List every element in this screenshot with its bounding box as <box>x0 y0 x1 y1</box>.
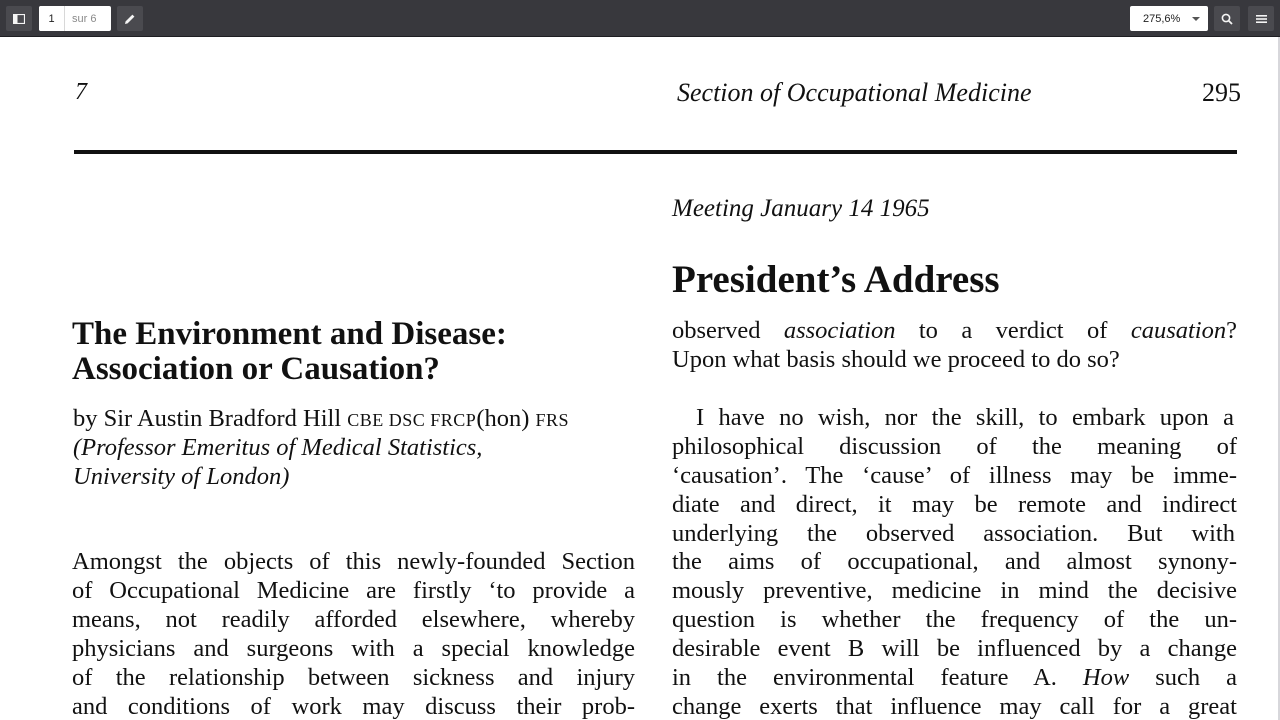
body-text-line: of Occupational Medicine are firstly ‘to provide a <box>72 577 635 604</box>
body-text-line: and conditions of work may discuss their prob- <box>72 693 635 720</box>
body-text-line: Amongst the objects of this newly-founded Section <box>72 548 635 575</box>
header-page-number: 295 <box>1202 78 1241 107</box>
author-affiliation-line: University of London) <box>73 463 290 490</box>
pdf-toolbar <box>0 0 1280 37</box>
body-text-line: underlying the observed association. But with <box>672 520 1235 547</box>
chevron-down-icon <box>1192 17 1200 21</box>
article-title-line: Association or Causation? <box>72 351 440 387</box>
body-text-line: the aims of occupational, and almost synony- <box>672 548 1237 575</box>
article-title-line: The Environment and Disease: <box>72 316 507 352</box>
author-name: by Sir Austin Bradford Hill <box>73 405 348 432</box>
page-total-label: sur 6 <box>72 12 97 25</box>
body-text-line: desirable event B will be influenced by a change <box>672 635 1237 662</box>
meeting-date: Meeting January 14 1965 <box>672 195 930 222</box>
body-text-line: philosophical discussion of the meaning of <box>672 433 1237 460</box>
body-text-line: mously preventive, medicine in mind the decisive <box>672 577 1237 604</box>
header-section-title: Section of Occupational Medicine <box>677 78 1032 107</box>
author-byline <box>73 404 569 435</box>
body-text-line: means, not readily afforded elsewhere, whereby <box>72 606 635 633</box>
author-hon: (hon) <box>476 405 536 432</box>
body-text-line: ‘causation’. The ‘cause’ of illness may be imme- <box>672 462 1237 489</box>
annotate-button[interactable] <box>117 6 143 31</box>
menu-button[interactable] <box>1248 6 1274 31</box>
author-degrees-frs: FRS <box>535 410 570 430</box>
body-text-line: of the relationship between sickness and injury <box>72 664 635 691</box>
author-degrees: CBE DSC FRCP <box>347 410 477 430</box>
header-rule <box>74 150 1237 154</box>
sidebar-icon <box>13 14 25 24</box>
body-text-line: change exerts that influence may call for a great <box>672 693 1237 720</box>
page-navigator <box>39 6 111 31</box>
president-address-heading: President’s Address <box>672 258 1000 301</box>
hamburger-menu-icon <box>1256 14 1267 24</box>
body-text-line: I have no wish, nor the skill, to embark upon a <box>696 404 1234 431</box>
page-number-input[interactable] <box>39 6 65 31</box>
body-text-line: in the environmental feature A. How such a <box>672 664 1237 691</box>
zoom-select[interactable] <box>1130 6 1208 31</box>
body-text-line: observed association to a verdict of causation? <box>672 317 1237 344</box>
document-viewport[interactable] <box>0 37 1280 720</box>
sidebar-toggle-button[interactable] <box>6 6 32 31</box>
pencil-icon <box>124 13 136 25</box>
zoom-value: 275,6% <box>1143 12 1181 25</box>
body-text-line: Upon what basis should we proceed to do so? <box>672 346 1120 373</box>
body-text-line: physicians and surgeons with a special knowledge <box>72 635 635 662</box>
body-text-line: diate and direct, it may be remote and indirect <box>672 491 1237 518</box>
body-text-line: question is whether the frequency of the un- <box>672 606 1237 633</box>
author-affiliation-line: (Professor Emeritus of Medical Statistics, <box>73 434 483 461</box>
search-icon <box>1221 13 1233 25</box>
header-page-index: 7 <box>75 79 87 105</box>
search-button[interactable] <box>1214 6 1240 31</box>
